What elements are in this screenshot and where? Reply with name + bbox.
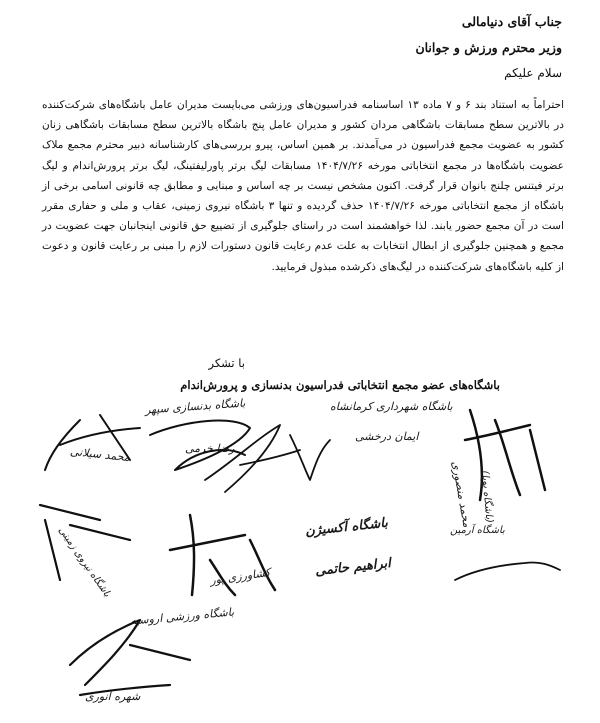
signature-8: کشاورزی پور <box>150 510 280 600</box>
signature-6: محمد منصوری (باشگاه پویا) <box>450 400 560 510</box>
recipient-title: وزیر محترم ورزش و جوانان <box>415 40 562 55</box>
signature-10: باشگاه آرمین <box>445 525 565 595</box>
signature-11: باشگاه ورزشی اروسیه شهره انوری <box>60 605 220 715</box>
signature-5-stroke <box>40 400 150 480</box>
signature-2: باشگاه شهرداری کرمانشاه ایمان درخشی <box>330 400 453 443</box>
signers-caption: باشگاه‌های عضو مجمع انتخاباتی فدراسیون بدنسازی و پرورش‌اندام <box>180 378 500 392</box>
closing-thanks: با تشکر <box>208 356 245 370</box>
letter-body: احتراماً به استناد بند ۶ و ۷ ماده ۱۳ اساسنامه فدراسیون‌های ورزشی می‌بایست مدیران عامل باشگاه‌های شرکت‌کننده در بالاترین سطح مسابقات باشگاهی مردان کشور و مدیران عامل پنج باشگاه بالاترین سطح مسابقات باشگاهی زنان کشور به عضویت مجمع فدراسیون در می‌آمدند. بر همین اساس، پیرو بررسی‌های کارشناسانه دبیر محترم مجمع ملاک عضویت باشگاه‌ها در مجمع انتخاباتی مورخه ۱۴۰۴/۷/۲۶ مسابقات لیگ برتر پاورلیفتینگ، لیگ برتر پرورش‌اندام و لیگ برتر فیتنس چلنج بانوان قرار گرفت. اکنون مشخص نیست بر چه اساس و مبنایی و مطابق چه قانونی اسامی برخی از باشگاه از مجمع انتخاباتی مورخه ۱۴۰۴/۷/۲۶ حذف گردیده و تنها ۳ باشگاه نیروی زمینی، عقاب و ملی و حفاری مقرر است در آن مجمع حضور یابند. لذا خواهشمند است در راستای جلوگیری از تضییع حق قانونی اینجانبان جهت عضویت در مجمع و همچنین جلوگیری از ابطال انتخابات به علت عدم رعایت قانون دستورات لازم را مبنی بر رعایت قانون و دعوت از کلیه باشگاه‌های شرکت‌کننده در لیگ‌های ذکرشده مبذول فرمایید. <box>42 99 565 273</box>
signature-4 <box>280 425 340 485</box>
signature-4-stroke <box>280 425 340 485</box>
signature-9-stroke <box>30 490 150 600</box>
signature-7: باشگاه آکسیژن ابراهیم حاتمی <box>304 515 392 579</box>
signature-9: باشگاه نیروی زمینی <box>30 490 150 600</box>
greeting: سلام علیکم <box>504 66 562 80</box>
signature-5: محمد سیلانی <box>40 400 150 480</box>
signature-1: باشگاه بدنسازی سپهر <box>145 400 255 480</box>
recipient-name: جناب آقای دنیامالی <box>461 14 562 29</box>
signature-3: رضا خرمی <box>185 420 305 495</box>
